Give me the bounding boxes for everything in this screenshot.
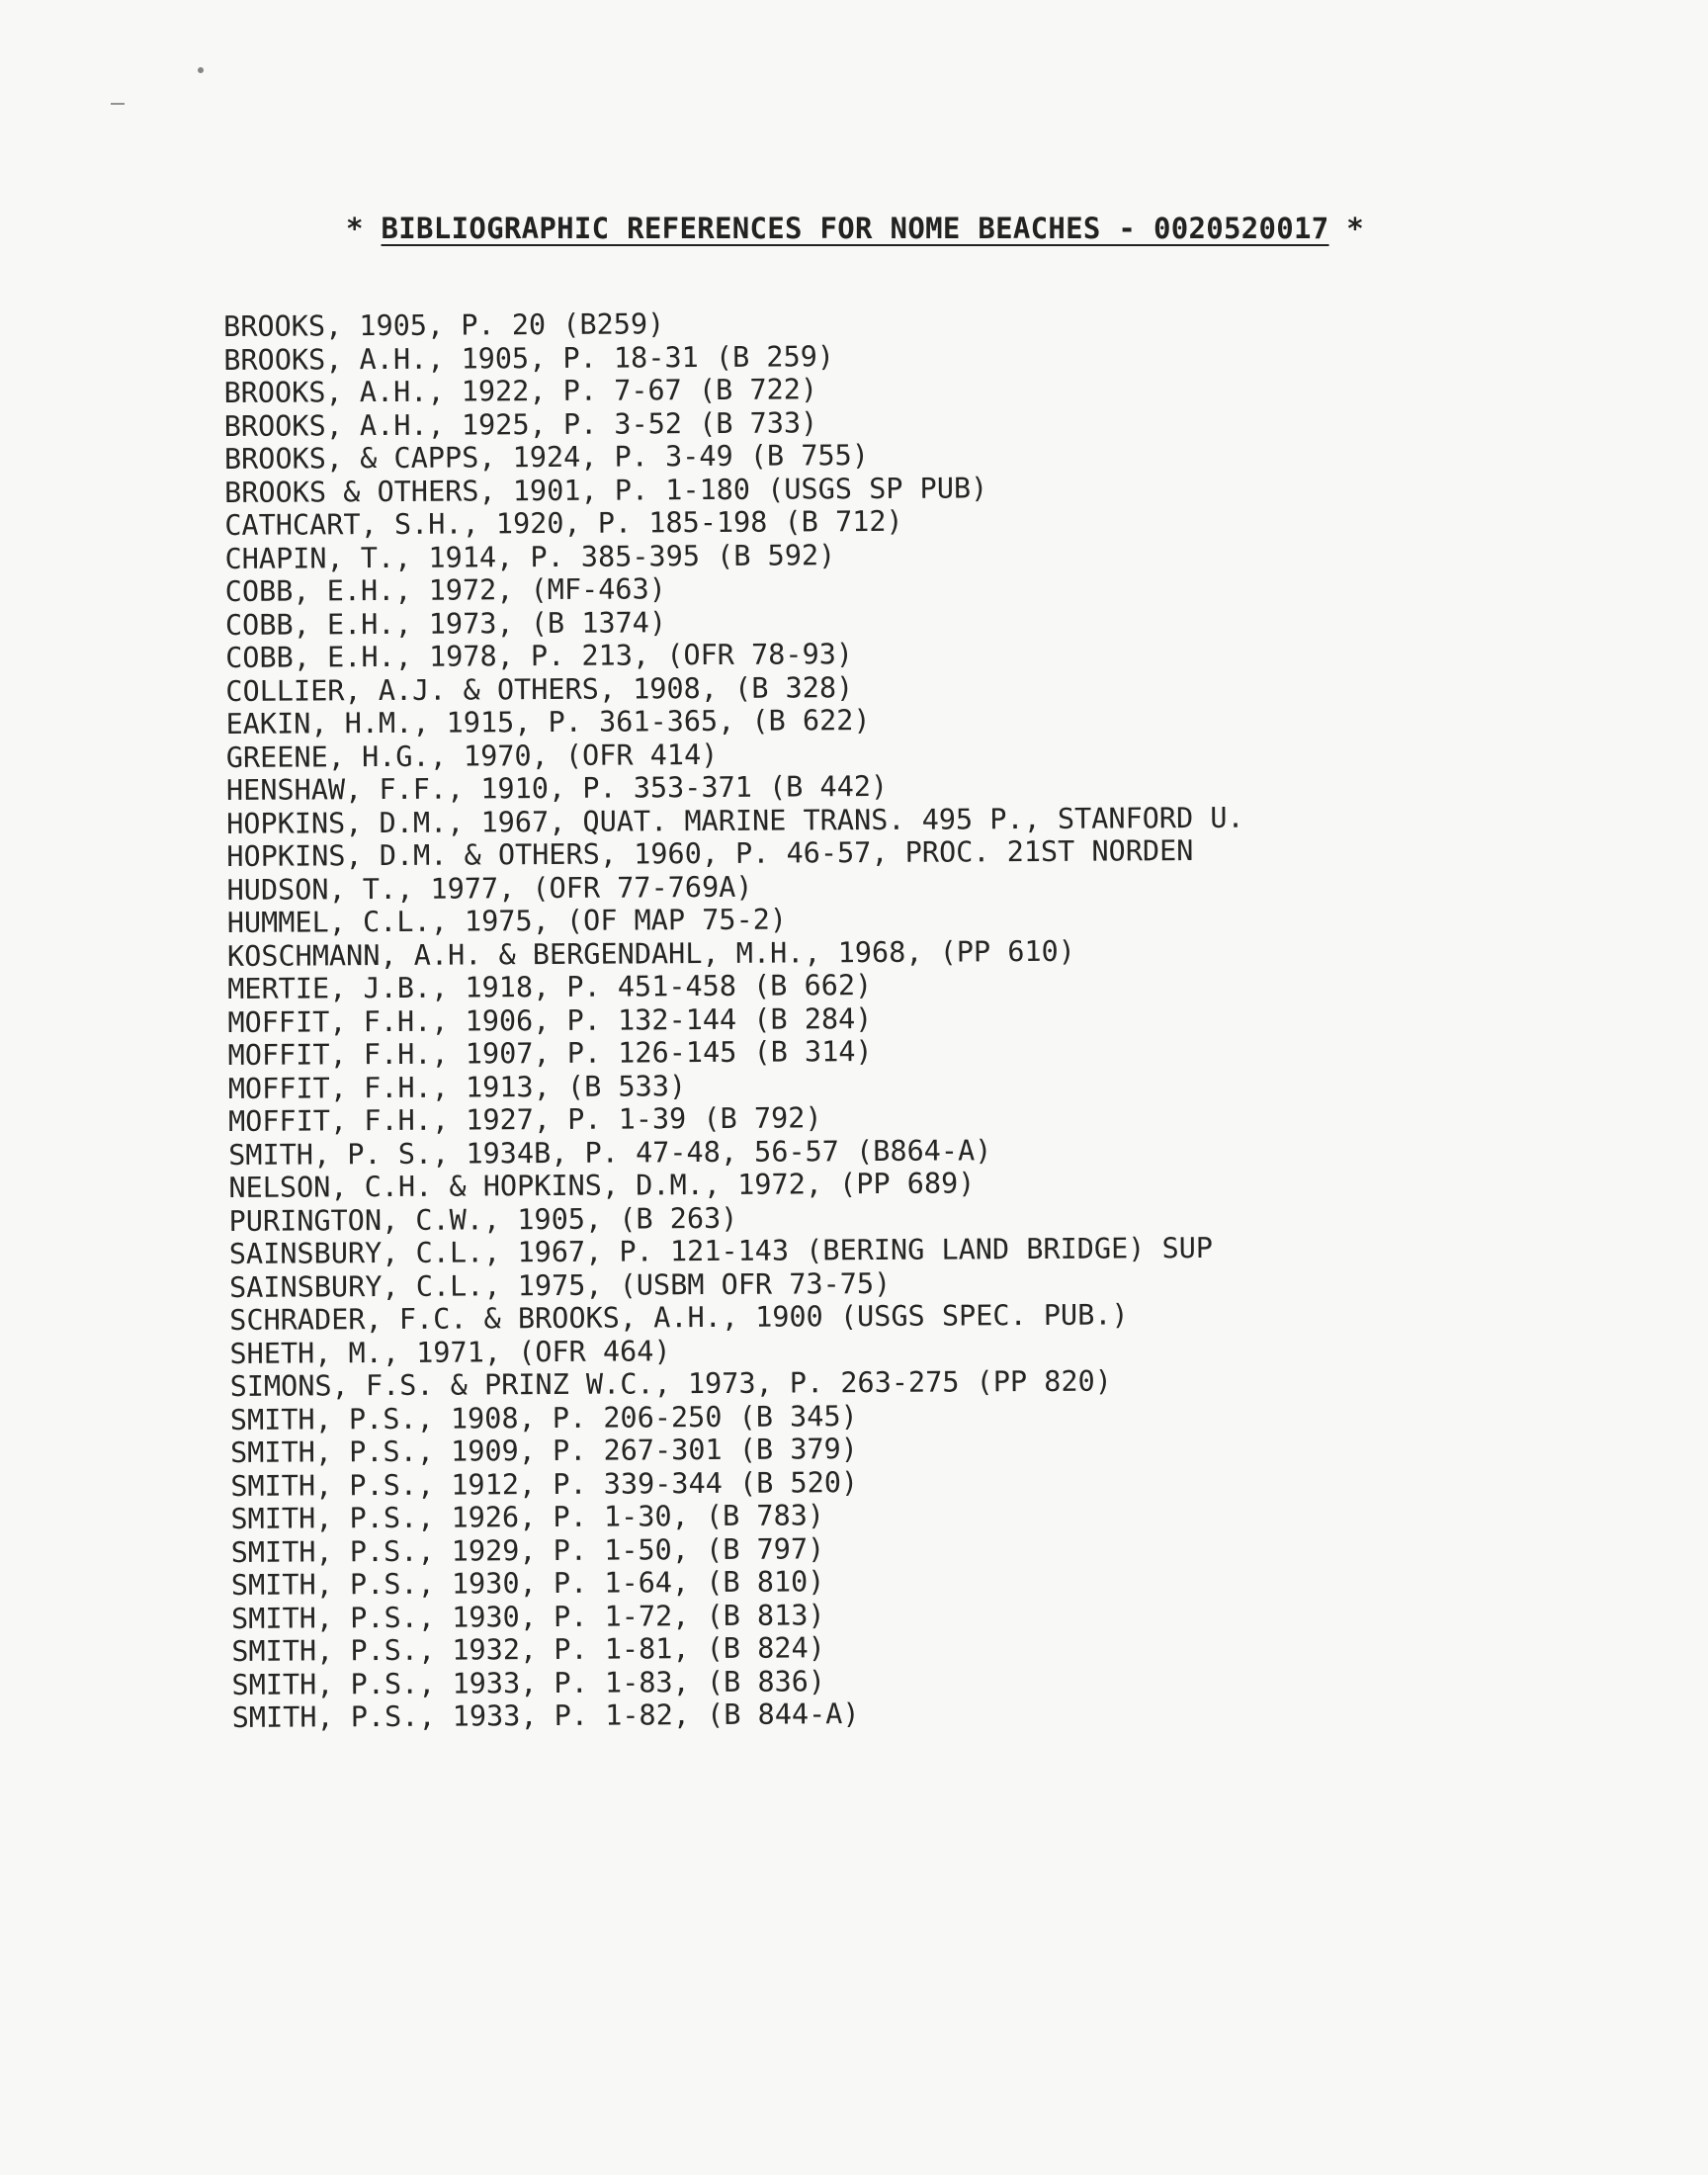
title-prefix-asterisk: *: [346, 212, 382, 245]
reference-item: SCHRADER, F.C. & BROOKS, A.H., 1900 (USGS SPEC. PUB.): [229, 1298, 1129, 1337]
reference-item: HENSHAW, F.F., 1910, P. 353-371 (B 442): [225, 769, 889, 807]
reference-item: EAKIN, H.M., 1915, P. 361-365, (B 622): [225, 704, 871, 740]
reference-item: BROOKS, & CAPPS, 1924, P. 3-49 (B 755): [223, 439, 870, 476]
scan-speck: [197, 66, 205, 74]
reference-item: MOFFIT, F.H., 1927, P. 1-39 (B 792): [227, 1101, 822, 1138]
reference-item: SMITH, P.S., 1930, P. 1-72, (B 813): [230, 1598, 825, 1635]
reference-item: BROOKS, A.H., 1922, P. 7-67 (B 722): [223, 373, 818, 409]
reference-item: BROOKS, A.H., 1905, P. 18-31 (B 259): [223, 339, 835, 377]
reference-item: SMITH, P.S., 1912, P. 339-344 (B 520): [230, 1465, 859, 1503]
scan-speck: [111, 103, 125, 105]
reference-item: MERTIE, J.B., 1918, P. 451-458 (B 662): [227, 969, 873, 1005]
reference-item: BROOKS, 1905, P. 20 (B259): [223, 307, 665, 343]
reference-item: SAINSBURY, C.L., 1967, P. 121-143 (BERING LAND BRIDGE) SUP: [228, 1231, 1214, 1270]
reference-item: SMITH, P.S., 1909, P. 267-301 (B 379): [229, 1433, 859, 1469]
reference-item: SMITH, P.S., 1932, P. 1-81, (B 824): [231, 1631, 825, 1668]
reference-item: SIMONS, F.S. & PRINZ W.C., 1973, P. 263-275 (PP 820): [229, 1364, 1112, 1403]
title-text: BIBLIOGRAPHIC REFERENCES FOR NOME BEACHES - 0020520017: [381, 212, 1329, 245]
reference-item: HUMMEL, C.L., 1975, (OF MAP 75-2): [226, 903, 788, 939]
reference-item: MOFFIT, F.H., 1907, P. 126-145 (B 314): [227, 1035, 873, 1072]
reference-item: SMITH, P.S., 1930, P. 1-64, (B 810): [230, 1565, 825, 1602]
reference-item: SAINSBURY, C.L., 1975, (USBM OFR 73-75): [228, 1266, 892, 1304]
reference-item: HUDSON, T., 1977, (OFR 77-769A): [226, 870, 753, 907]
reference-item: SHETH, M., 1971, (OFR 464): [229, 1334, 671, 1370]
reference-item: KOSCHMANN, A.H. & BERGENDAHL, M.H., 1968, (PP 610): [226, 934, 1076, 973]
reference-item: BROOKS, A.H., 1925, P. 3-52 (B 733): [223, 405, 818, 443]
reference-item: CATHCART, S.H., 1920, P. 185-198 (B 712): [224, 504, 903, 542]
reference-item: HOPKINS, D.M. & OTHERS, 1960, P. 46-57, PROC. 21ST NORDEN: [226, 834, 1194, 873]
reference-item: SMITH, P.S., 1933, P. 1-82, (B 844-A): [231, 1697, 860, 1734]
reference-item: COBB, E.H., 1972, (MF-463): [224, 572, 666, 608]
page-title: [346, 212, 1364, 245]
reference-item: NELSON, C.H. & HOPKINS, D.M., 1972, (PP 689): [228, 1167, 976, 1204]
reference-item: SMITH, P. S., 1934B, P. 47-48, 56-57 (B864-A): [228, 1133, 992, 1172]
reference-item: SMITH, P.S., 1933, P. 1-83, (B 836): [231, 1664, 826, 1701]
reference-item: MOFFIT, F.H., 1913, (B 533): [227, 1069, 687, 1105]
reference-item: SMITH, P.S., 1908, P. 206-250 (B 345): [229, 1399, 858, 1436]
reference-item: MOFFIT, F.H., 1906, P. 132-144 (B 284): [227, 1001, 873, 1039]
reference-item: SMITH, P.S., 1926, P. 1-30, (B 783): [230, 1499, 825, 1535]
reference-item: CHAPIN, T., 1914, P. 385-395 (B 592): [224, 538, 836, 575]
reference-item: BROOKS & OTHERS, 1901, P. 1-180 (USGS SP PUB): [224, 471, 988, 509]
reference-item: COBB, E.H., 1978, P. 213, (OFR 78-93): [225, 638, 854, 674]
title-suffix-asterisk: *: [1328, 212, 1365, 245]
reference-item: SMITH, P.S., 1929, P. 1-50, (B 797): [230, 1531, 825, 1569]
reference-item: PURINGTON, C.W., 1905, (B 263): [228, 1201, 738, 1238]
reference-item: COBB, E.H., 1973, (B 1374): [224, 605, 667, 642]
reference-item: HOPKINS, D.M., 1967, QUAT. MARINE TRANS. 495 P., STANFORD U.: [226, 801, 1244, 840]
reference-item: COLLIER, A.J. & OTHERS, 1908, (B 328): [225, 670, 854, 708]
reference-list: [223, 304, 1249, 1735]
reference-item: GREENE, H.G., 1970, (OFR 414): [225, 738, 719, 774]
